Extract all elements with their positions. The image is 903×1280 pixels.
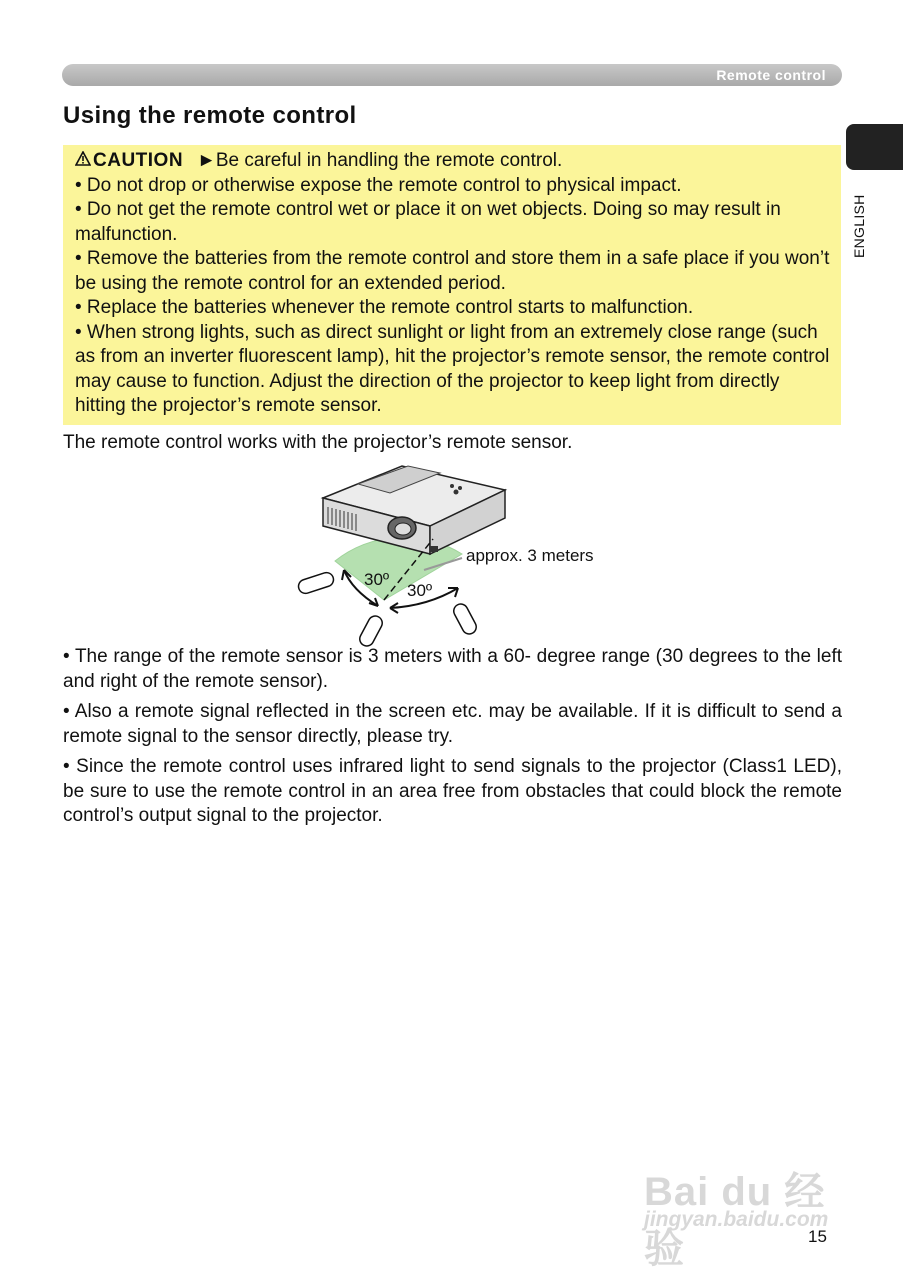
header-bar [62, 64, 842, 86]
watermark-url: jingyan.baidu.com [644, 1208, 829, 1231]
range-paragraph: • The range of the remote sensor is 3 meters with a 60- degree range (30 degrees to the left and right of the remote sensor). [63, 646, 842, 692]
caution-bullet: • Replace the batteries whenever the remote control starts to malfunction. [75, 297, 694, 318]
language-label: ENGLISH [851, 194, 867, 258]
remote-control-center [357, 614, 384, 648]
intro-text: The remote control works with the projector’s remote sensor. [63, 432, 573, 453]
language-tab [846, 124, 903, 170]
remote-range-diagram [290, 458, 620, 648]
distance-label: approx. 3 meters [466, 546, 594, 565]
caution-label: CAUTION [93, 150, 184, 171]
left-angle-label: 30º [364, 570, 390, 589]
watermark [640, 1160, 860, 1271]
warning-triangle-icon [75, 149, 93, 174]
page-title: Using the remote control [63, 102, 357, 129]
infrared-paragraph: • Since the remote control uses infrared light to send signals to the projector (Class1 LED), be sure to use the remote control in an area free from obstacles that could block the remote control’s output signal to the projector. [63, 756, 842, 826]
reflection-paragraph: • Also a remote signal reflected in the screen etc. may be available. If it is difficult to send a remote signal to the sensor directly, please try. [63, 701, 842, 747]
caution-lead: ►Be careful in handling the remote control. [197, 150, 563, 171]
remote-control-left [297, 571, 336, 595]
projector-illustration [323, 458, 505, 554]
caution-bullet: • Do not drop or otherwise expose the remote control to physical impact. [75, 174, 682, 196]
caution-bullet: • When strong lights, such as direct sunlight or light from an extremely close range (such as from an inverter fluorescent lamp), hit the projector’s remote sensor, the remote control may cause to function. Adjust the direction of the projector to keep light from directly hitting the projector’s remote sensor. [75, 321, 830, 416]
caution-lead-line [75, 149, 833, 174]
right-angle-label: 30º [407, 581, 433, 600]
caution-bullet: • Do not get the remote control wet or place it on wet objects. Doing so may result in malfunction. [75, 199, 781, 245]
remote-control-right [451, 602, 478, 637]
caution-bullet: • Remove the batteries from the remote control and store them in a safe place if you won’t be using the remote control for an extended period. [75, 248, 830, 294]
watermark-brand: Bai du 经验 [644, 1170, 826, 1271]
caution-box [63, 145, 841, 425]
page-number: 15 [808, 1227, 827, 1246]
section-label: Remote control [716, 67, 826, 83]
